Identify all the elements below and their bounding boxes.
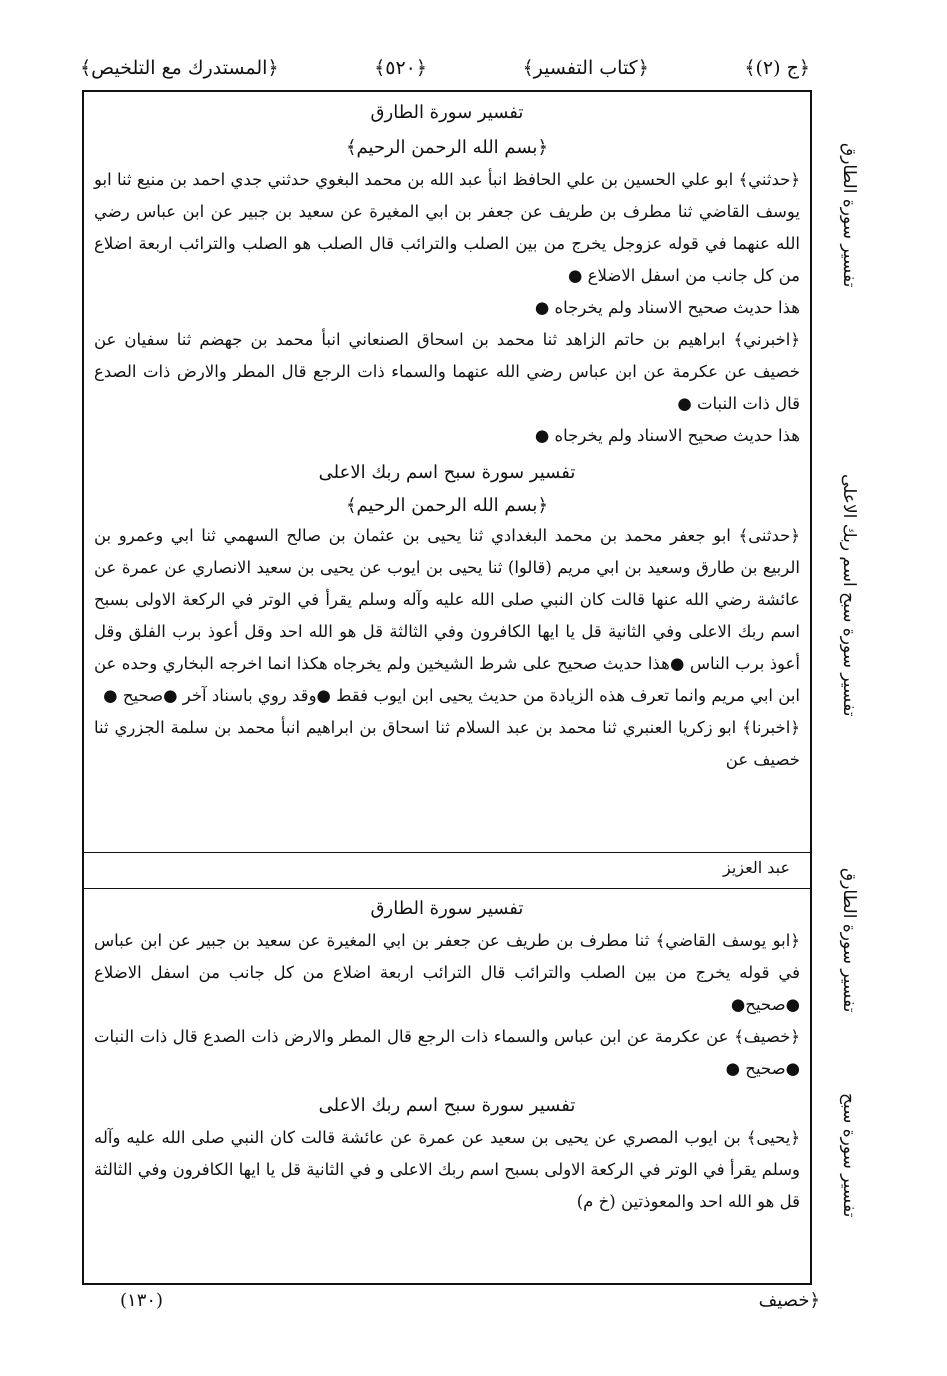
main-text: [94, 102, 800, 776]
summary-text-line: ﴿خصيف﴾ عن عكرمة عن ابن عباس والسماء ذات الرجع قال المطر والارض ذات الصدع قال ذات النبات ●صحيح ●: [94, 1027, 800, 1078]
page-footer: [120, 1290, 820, 1320]
basmala: ﴿بسم الله الرحمن الرحيم﴾: [345, 495, 548, 516]
side-label-4: تفسير سورة سبح: [839, 1092, 859, 1218]
side-label-1: تفسير سورة الطارق: [839, 142, 859, 288]
hadith-text: ﴿حدثنى﴾ ابو جعفر محمد بن محمد البغدادي ثنا يحيى بن عثمان بن صالح السهمي ثنا ابي وعمرو بن الربيع بن طارق وسعيد بن ابي مريم (قالوا) ثنا يحيى بن ايوب عن يحيى بن سعيد الانصاري عن عمرة عن عائشة رضي الله عنها قالت كان النبي صلى الله عليه وآله وسلم يقرأ في الوتر في الركعة الاولى بسبح اسم ربك الاعلى وفي الثانية قل يا ايها الكافرون وفي الثالثة قل هو الله احد وقل أعوذ برب الفلق وقل أعوذ برب الناس ●هذا حديث صحيح على شرط الشيخين ولم يخرجاه هكذا انما اخرجه البخاري وحده عن ابن ابي مريم وانما تعرف هذه الزيادة من حديث يحيى ابن ايوب فقط ●وقد روي باسناد آخر ●صحيح ●: [94, 526, 800, 705]
summary-paragraph: [94, 1122, 800, 1218]
summary-paragraph: [94, 925, 800, 1085]
side-label-2: تفسير سورة سبح اسم ربك الاعلى: [839, 473, 859, 717]
hadith-paragraph: [94, 164, 800, 452]
hadith-text: ﴿اخبرنا﴾ ابو زكريا العنبري ثنا محمد بن عبد السلام ثنا اسحاق بن ابراهيم انبأ محمد بن سلمة الجزري ثنا خصيف عن: [94, 718, 800, 769]
summary-title-tariq: تفسير سورة الطارق: [370, 898, 524, 919]
hadith-verdict: هذا حديث صحيح الاسناد ولم يخرجاه ●: [534, 298, 800, 317]
header-volume: ﴿ج (٢)﴾: [744, 57, 810, 79]
section-title-tariq: تفسير سورة الطارق: [370, 102, 524, 123]
footer-page-number: (١٣٠): [120, 1290, 164, 1311]
divider-line: [84, 852, 810, 853]
side-label-3: تفسير سورة الطارق: [839, 867, 859, 1013]
hadith-paragraph: [94, 520, 800, 776]
hadith-verdict: هذا حديث صحيح الاسناد ولم يخرجاه ●: [534, 426, 800, 445]
header-page-number: ﴿٥٢٠﴾: [374, 57, 427, 79]
footer-catchword: ﴿خصيف: [758, 1290, 820, 1311]
divider-line: [84, 888, 810, 889]
page-header: [80, 48, 810, 88]
page-frame: [82, 90, 812, 1285]
header-book-title: ﴿المستدرك مع التلخيص﴾: [80, 57, 279, 79]
basmala: ﴿بسم الله الرحمن الرحيم﴾: [345, 137, 548, 158]
header-section: ﴿كتاب التفسير﴾: [522, 57, 649, 79]
hadith-text: ﴿حدثني﴾ ابو علي الحسين بن علي الحافظ انبأ عبد الله بن محمد البغوي حدثني جدي احمد بن منيع ثنا ابو يوسف القاضي ثنا مطرف بن طريف عن جعفر بن ابي المغيرة عن سعيد بن جبير عن ابن عباس رضي الله عنهما في قوله عزوجل يخرج من بين الصلب والترائب قال الصلب هو الصلب والترائب اربعة اضلاع من كل جانب من اسفل الاضلاع ●: [94, 170, 800, 285]
summary-text-line: ﴿يحيى﴾ بن ايوب المصري عن يحيى بن سعيد عن عمرة عن عائشة قالت كان النبي صلى الله عليه وآله وسلم يقرأ في الوتر في الركعة الاولى بسبح اسم ربك الاعلى و في الثانية قل يا ايها الكافرون وفي الثالثة قل هو الله احد والمعوذتين (خ م): [94, 1128, 800, 1211]
hadith-text: ﴿اخبرني﴾ ابراهيم بن حاتم الزاهد ثنا محمد بن اسحاق الصنعاني انبأ محمد بن جهضم ثنا سفيان عن خصيف عن عكرمة عن ابن عباس رضي الله عنهما والسماء ذات الرجع قال المطر والارض ذات الصدع قال ذات النبات ●: [94, 330, 800, 413]
section-title-aala: تفسير سورة سبح اسم ربك الاعلى: [318, 462, 576, 483]
divider-note: عبد العزيز: [722, 858, 790, 877]
summary-title-aala: تفسير سورة سبح اسم ربك الاعلى: [318, 1095, 576, 1116]
summary-text-line: ﴿ابو يوسف القاضي﴾ ثنا مطرف بن طريف عن جعفر بن ابي المغيرة عن سعيد بن جبير عن ابن عباس في قوله يخرج من بين الصلب والترائب قال الترائب اربعة اضلاع من كل جانب من اسفل الاضلاع ●صحيح●: [94, 931, 800, 1014]
summary-text: [94, 898, 800, 1218]
